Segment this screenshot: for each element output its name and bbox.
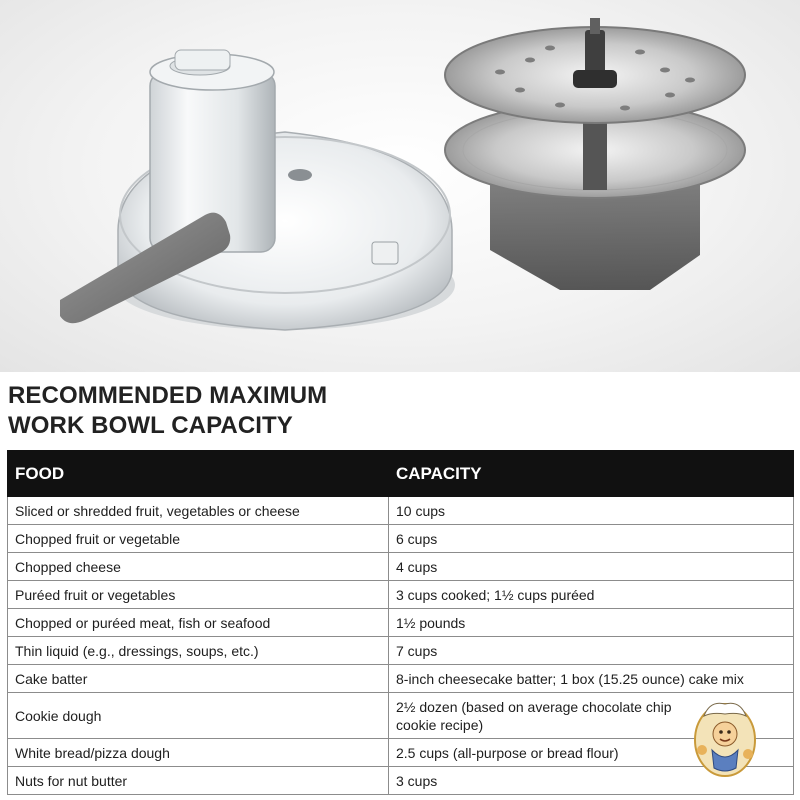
table-row (8, 739, 794, 767)
lid-with-feed-tube (60, 50, 455, 330)
product-photo-illustration (0, 0, 800, 372)
capacity-table (7, 450, 794, 795)
table-row (8, 581, 794, 609)
food-cell: White bread/pizza dough (8, 739, 389, 767)
food-cell: Thin liquid (e.g., dressings, soups, etc.) (8, 637, 389, 665)
capacity-cell: 3 cups (389, 767, 794, 795)
food-cell: Cookie dough (8, 693, 389, 739)
capacity-cell: 7 cups (389, 637, 794, 665)
table-row (8, 525, 794, 553)
product-photo (0, 0, 800, 372)
table-row (8, 665, 794, 693)
table-row (8, 693, 794, 739)
capacity-cell: 8-inch cheesecake batter; 1 box (15.25 ounce) cake mix (389, 665, 794, 693)
capacity-cell: 2½ dozen (based on average chocolate chip cookie recipe) (389, 693, 794, 739)
heading-line-2: WORK BOWL CAPACITY (8, 412, 293, 439)
column-header-capacity: CAPACITY (389, 451, 794, 497)
table-row (8, 497, 794, 525)
food-cell: Puréed fruit or vegetables (8, 581, 389, 609)
chef-mascot-graphic (690, 694, 760, 780)
food-cell: Cake batter (8, 665, 389, 693)
table-row (8, 609, 794, 637)
table-row (8, 553, 794, 581)
food-cell: Chopped or puréed meat, fish or seafood (8, 609, 389, 637)
capacity-cell: 2.5 cups (all-purpose or bread flour) (389, 739, 794, 767)
capacity-cell: 3 cups cooked; 1½ cups puréed (389, 581, 794, 609)
capacity-cell: 1½ pounds (389, 609, 794, 637)
capacity-heading (8, 381, 708, 441)
food-cell: Nuts for nut butter (8, 767, 389, 795)
table-row (8, 637, 794, 665)
food-cell: Sliced or shredded fruit, vegetables or cheese (8, 497, 389, 525)
column-header-food: FOOD (8, 451, 389, 497)
capacity-cell: 6 cups (389, 525, 794, 553)
food-cell: Chopped fruit or vegetable (8, 525, 389, 553)
chef-mascot-icon (690, 694, 760, 780)
table-row (8, 767, 794, 795)
capacity-cell: 4 cups (389, 553, 794, 581)
table-header-row (8, 451, 794, 497)
capacity-cell: 10 cups (389, 497, 794, 525)
heading-line-1: RECOMMENDED MAXIMUM (8, 382, 328, 409)
slicing-shredding-disc-assembly (445, 18, 745, 290)
food-cell: Chopped cheese (8, 553, 389, 581)
